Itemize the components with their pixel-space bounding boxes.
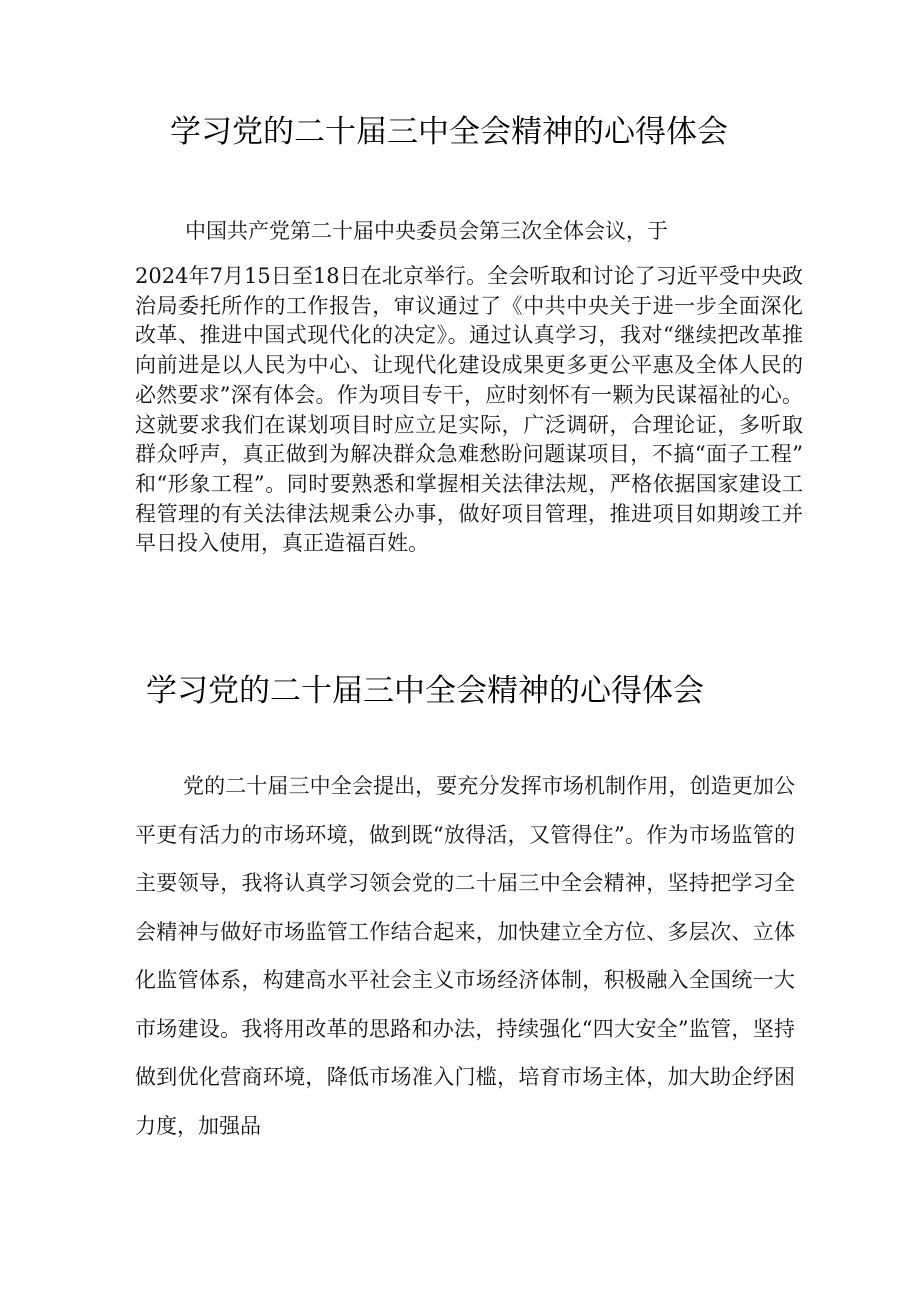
section-1-title: 学习党的二十届三中全会精神的心得体会 [170,114,728,150]
section-2-body: 党的二十届三中全会提出，要充分发挥市场机制作用，创造更加公平更有活力的市场环境，做到既“放得活，又管得住”。作为市场监管的主要领导，我将认真学习领会党的二十届三中全会精神，坚持把学习全会精神与做好市场监管工作结合起来，加快建立全方位、多层次、立体化监管体系，构建高水平社会主义市场经济体制，积极融入全国统一大市场建设。我将用改革的思路和办法，持续强化“四大安全”监管，坚持做到优化营商环境，降低市场准入门槛，培育市场主体，加大助企纾困力度，加强品 [135,774,795,1138]
section-1-body: 2024年7月15日至18日在北京举行。全会听取和讨论了习近平受中央政治局委托所作的工作报告，审议通过了《中共中央关于进一步全面深化改革、推进中国式现代化的决定》。通过认真学习，我对“继续把改革推向前进是以人民为中心、让现代化建设成果更多更公平惠及全体人民的必然要求”深有体会。作为项目专干，应时刻怀有一颗为民谋福祉的心。这就要求我们在谋划项目时应立足实际，广泛调研，合理论证，多听取群众呼声，真正做到为解决群众急难愁盼问题谋项目，不搞“面子工程”和“形象工程”。同时要熟悉和掌握相关法律法规，严格依据国家建设工程管理的有关法律法规秉公办事，做好项目管理，推进项目如期竣工并早日投入使用，真正造福百姓。 [135,264,803,556]
section-2-title: 学习党的二十届三中全会精神的心得体会 [146,673,704,709]
section-1-lead-line: 中国共产党第二十届中央委员会第三次全体会议，于 [185,219,668,243]
